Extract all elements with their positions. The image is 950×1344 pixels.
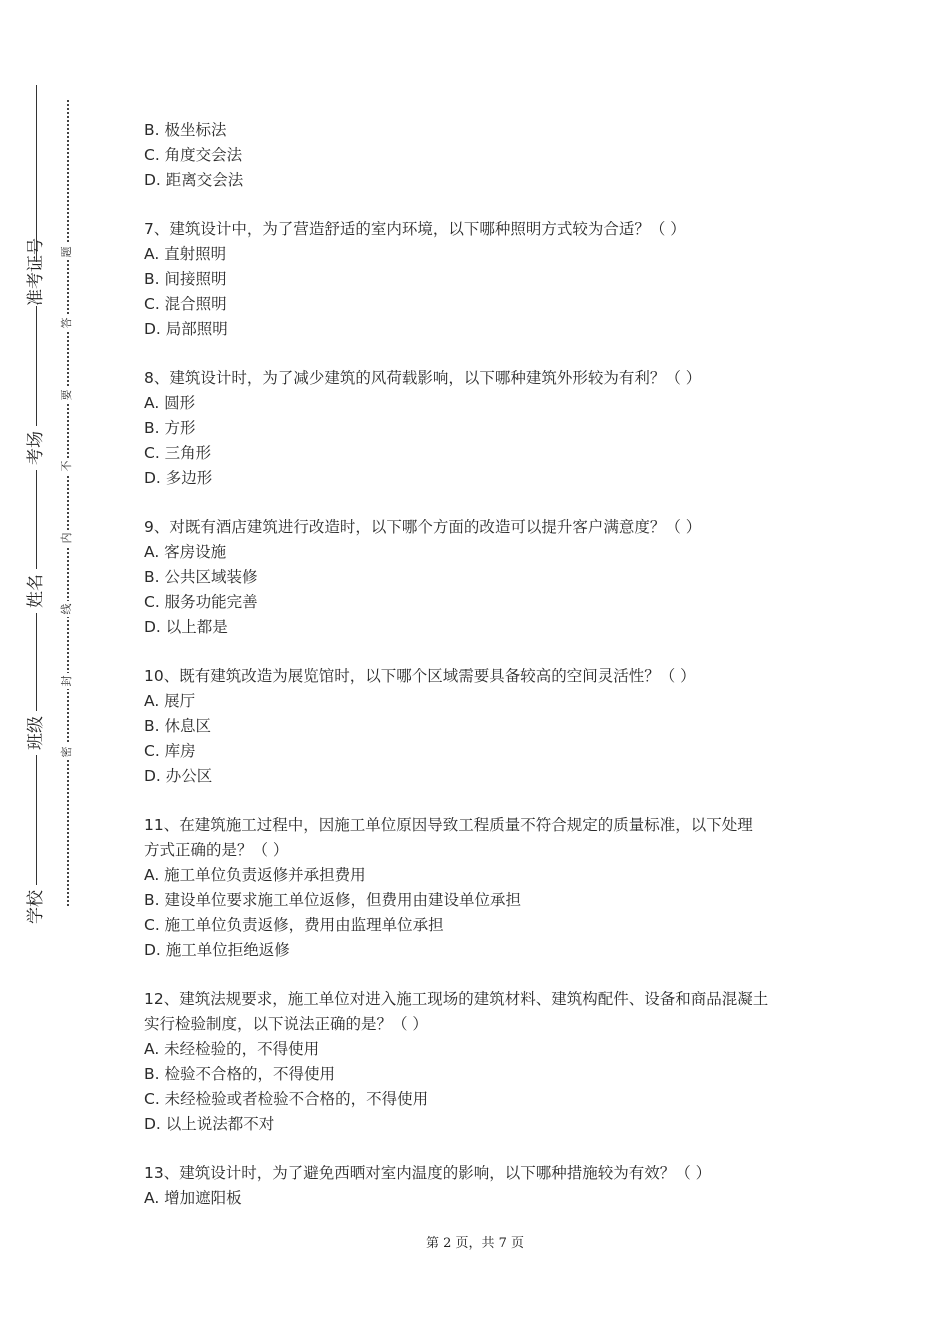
option: D. 办公区 <box>144 767 213 785</box>
question-stem: 10、既有建筑改造为展览馆时，以下哪个区域需要具备较高的空间灵活性？（ ） <box>144 667 696 685</box>
option: B. 公共区域装修 <box>144 568 258 586</box>
option: A. 未经检验的，不得使用 <box>144 1040 320 1058</box>
option: D. 施工单位拒绝返修 <box>144 941 290 959</box>
option: C. 施工单位负责返修，费用由监理单位承担 <box>144 916 444 934</box>
field-exam-number: 准考证号 <box>26 238 46 306</box>
option: D. 以上都是 <box>144 618 228 636</box>
question-7 <box>144 217 824 342</box>
question-stem: 13、建筑设计时，为了避免西晒对室内温度的影响，以下哪种措施较为有效？（ ） <box>144 1164 712 1182</box>
field-class: 班级 <box>25 711 47 755</box>
field-school: 学校 <box>25 885 47 929</box>
question-12 <box>144 987 824 1137</box>
option: B. 方形 <box>144 419 196 437</box>
option: B. 检验不合格的，不得使用 <box>144 1065 335 1083</box>
option: C. 未经检验或者检验不合格的，不得使用 <box>144 1090 429 1108</box>
option: A. 增加遮阳板 <box>144 1189 242 1207</box>
option: C. 库房 <box>144 742 196 760</box>
seal-char: 内 <box>59 530 75 546</box>
seal-char: 封 <box>59 673 75 689</box>
question-stem: 12、建筑法规要求，施工单位对进入施工现场的建筑材料、建筑构配件、设备和商品混凝土 <box>144 990 769 1008</box>
option: C. 服务功能完善 <box>144 593 258 611</box>
option: A. 客房设施 <box>144 543 227 561</box>
question-11 <box>144 813 824 963</box>
field-exam-room: 考场 <box>25 426 47 470</box>
option: B. 休息区 <box>144 717 211 735</box>
seal-char: 要 <box>59 387 75 403</box>
question-stem: 8、建筑设计时，为了减少建筑的风荷载影响，以下哪种建筑外形较为有利？（ ） <box>144 369 702 387</box>
option: A. 直射照明 <box>144 245 227 263</box>
question-13 <box>144 1161 824 1211</box>
option: D. 多边形 <box>144 469 213 487</box>
option: D. 局部照明 <box>144 320 228 338</box>
seal-char: 题 <box>59 244 75 260</box>
option: B. 间接照明 <box>144 270 227 288</box>
option: C. 角度交会法 <box>144 146 243 164</box>
option: A. 施工单位负责返修并承担费用 <box>144 866 366 884</box>
question-9 <box>144 515 824 640</box>
option: B. 极坐标法 <box>144 121 227 139</box>
question-10 <box>144 664 824 789</box>
option: C. 混合照明 <box>144 295 227 313</box>
option: B. 建设单位要求施工单位返修，但费用由建设单位承担 <box>144 891 521 909</box>
seal-char: 答 <box>59 315 75 331</box>
question-list <box>144 118 824 1211</box>
question-stem: 实行检验制度，以下说法正确的是？（ ） <box>144 1015 428 1033</box>
question-stem: 方式正确的是？（ ） <box>144 841 289 859</box>
option: D. 距离交会法 <box>144 171 244 189</box>
seal-char: 不 <box>59 458 75 474</box>
previous-question-options <box>144 118 824 193</box>
option: A. 圆形 <box>144 394 196 412</box>
binding-solid-line <box>36 85 37 927</box>
question-stem: 11、在建筑施工过程中，因施工单位原因导致工程质量不符合规定的质量标准，以下处理 <box>144 816 753 834</box>
seal-char: 密 <box>59 744 75 760</box>
question-stem: 7、建筑设计中，为了营造舒适的室内环境，以下哪种照明方式较为合适？（ ） <box>144 220 686 238</box>
field-name: 姓名 <box>25 569 47 613</box>
page-footer: 第 2 页，共 7 页 <box>425 1236 525 1251</box>
question-8 <box>144 366 824 491</box>
option: A. 展厅 <box>144 692 196 710</box>
option: D. 以上说法都不对 <box>144 1115 275 1133</box>
question-stem: 9、对既有酒店建筑进行改造时，以下哪个方面的改造可以提升客户满意度？（ ） <box>144 518 702 536</box>
binding-dotted-line <box>67 100 69 906</box>
seal-char: 线 <box>59 601 75 617</box>
option: C. 三角形 <box>144 444 212 462</box>
